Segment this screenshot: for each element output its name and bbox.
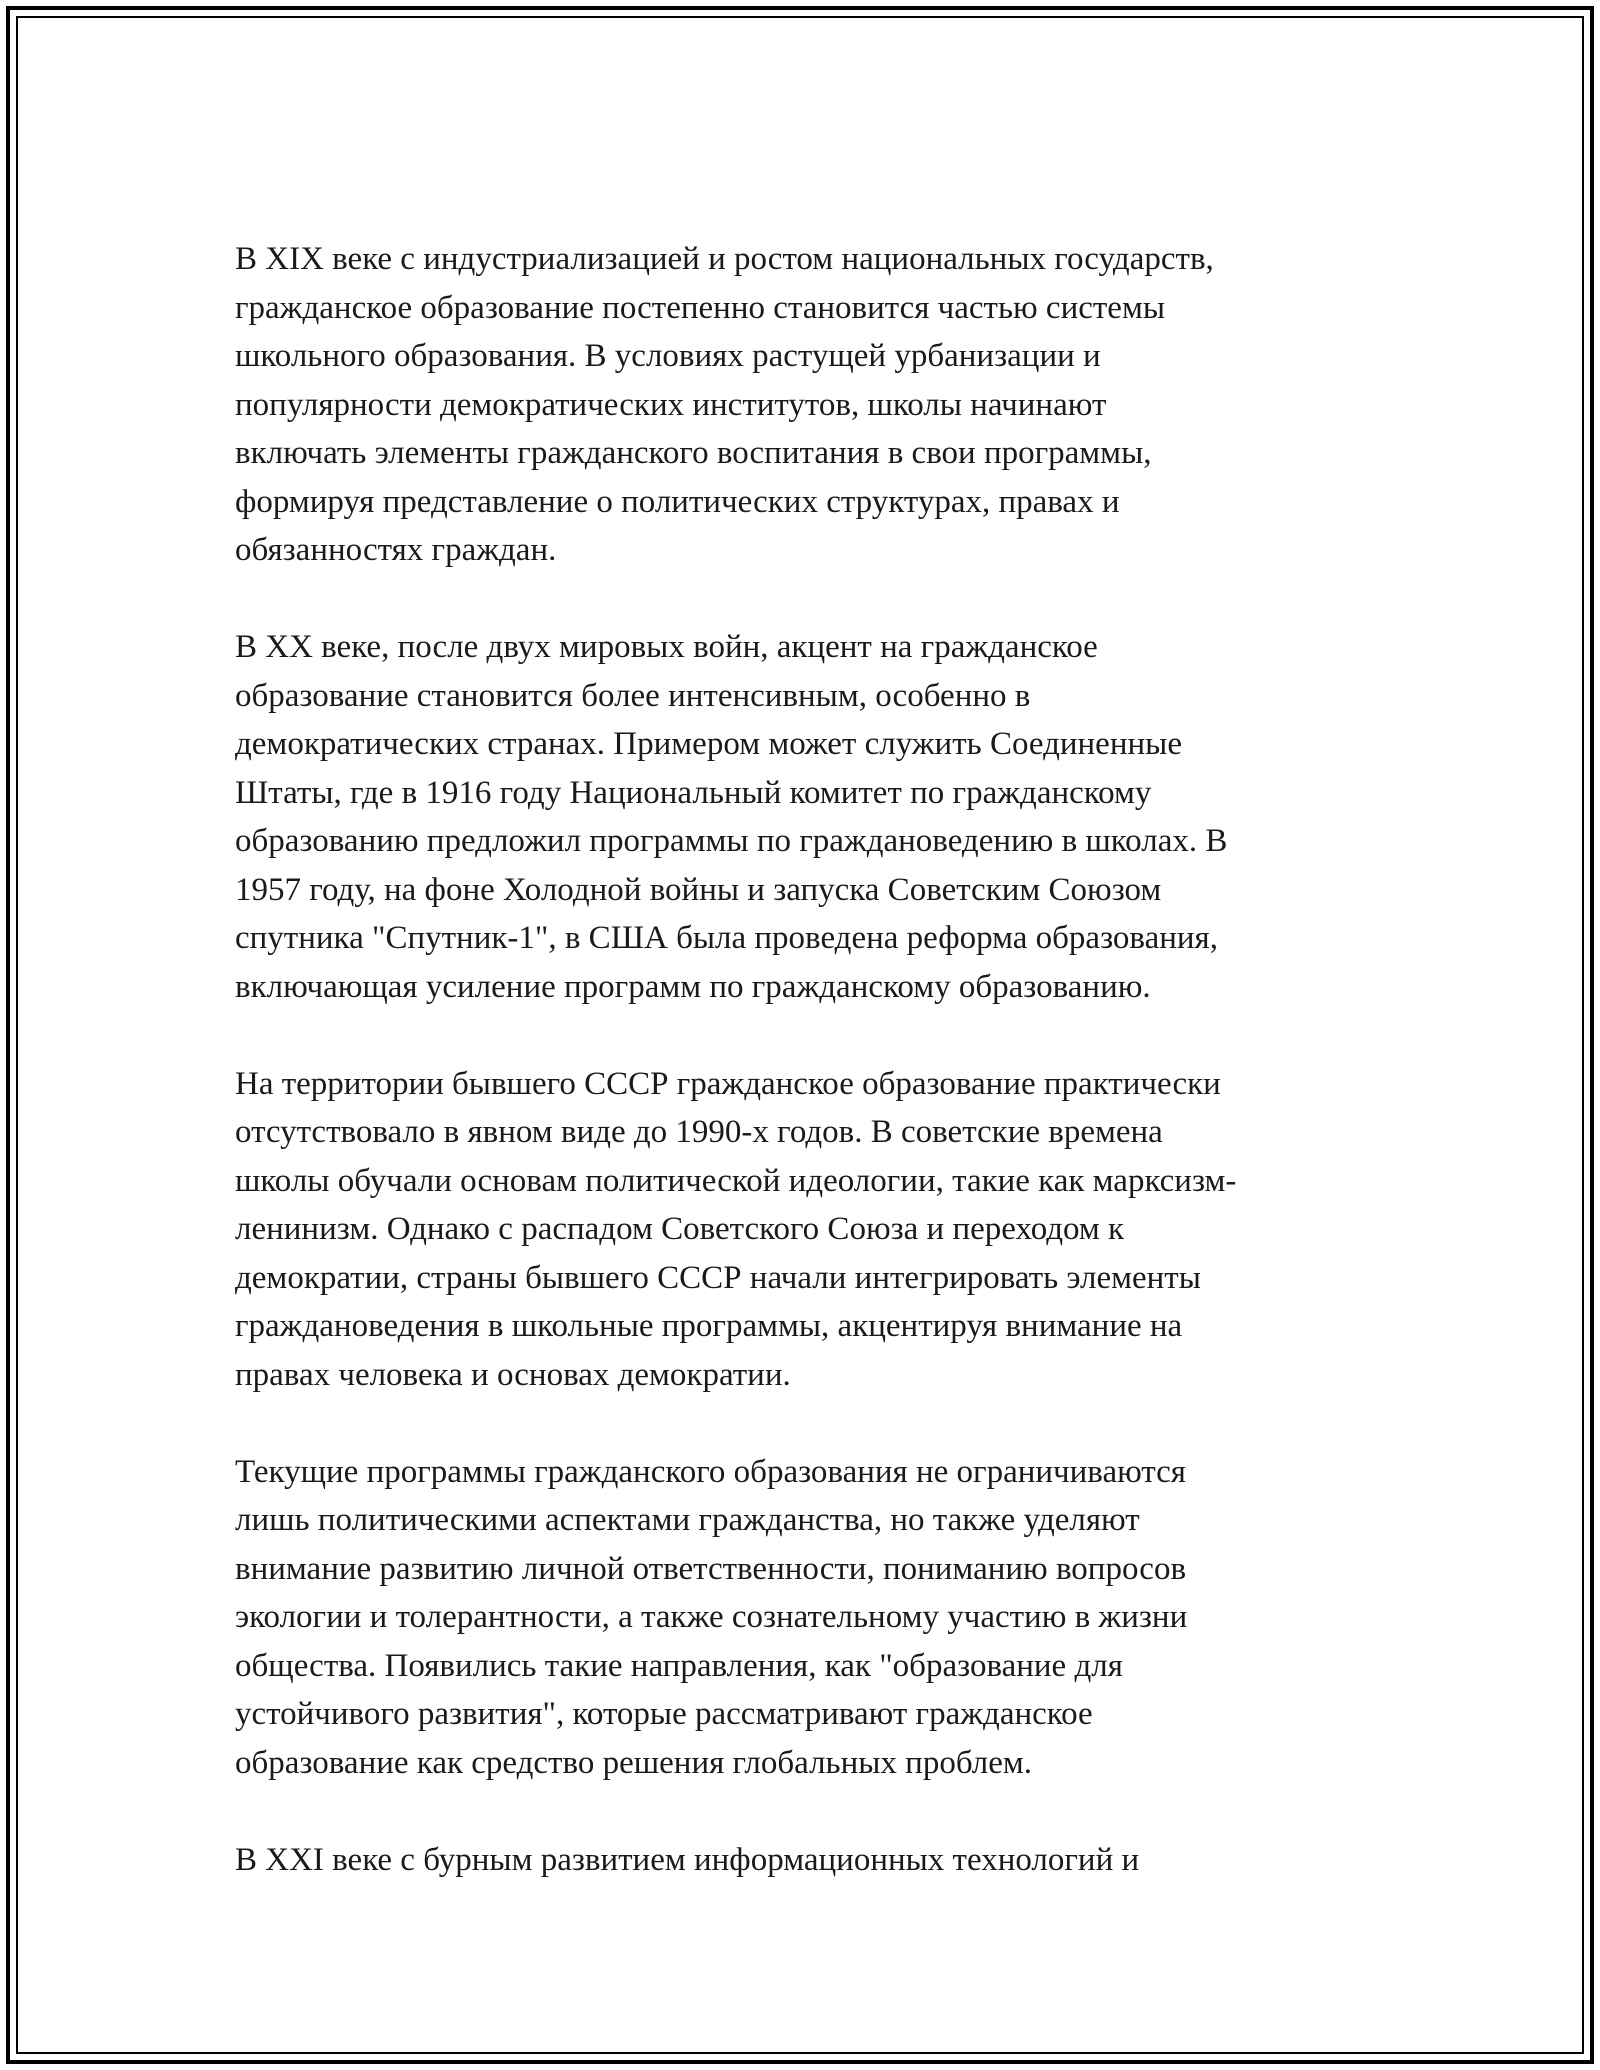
document-body: [235, 235, 1360, 1884]
paragraph-current-programs: Текущие программы гражданского образования не ограничиваются лишь политическими аспектами гражданства, но также уделяют внимание развитию личной ответственности, пониманию вопросов экологии и толерантности, а также сознательному участию в жизни общества. Появились такие направления, как "образование для устойчивого развития", которые рассматривают гражданское образование как средство решения глобальных проблем.: [235, 1453, 1188, 1781]
paragraph-xxi-century: В XXI веке с бурным развитием информационных технологий и: [235, 1841, 1140, 1878]
paragraph-xx-century: В XX веке, после двух мировых войн, акцент на гражданское образование становится более интенсивным, особенно в демократических странах. Примером может служить Соединенные Штаты, где в 1916 году Национальный комитет по гражданскому образованию предложил программы по граждановедению в школах. В 1957 году, на фоне Холодной войны и запуска Советским Союзом спутника "Спутник-1", в США была проведена реформа образования, включающая усиление программ по гражданскому образованию.: [235, 629, 1228, 1005]
paragraph-ussr: На территории бывшего СССР гражданское образование практически отсутствовало в явном виде до 1990-х годов. В советские времена школы обучали основам политической идеологии, такие как марксизм- ленинизм. Однако с распадом Советского Союза и переходом к демократии, страны бывшего СССР начали интегрировать элементы граждановедения в школьные программы, акцентируя внимание на правах человека и основах демократии.: [235, 1065, 1237, 1393]
paragraph-xix-century: В XIX веке с индустриализацией и ростом национальных государств, гражданское образование постепенно становится частью системы школьного образования. В условиях растущей урбанизации и популярности демократических институтов, школы начинают включать элементы гражданского воспитания в свои программы, формируя представление о политических структурах, правах и обязанностях граждан.: [235, 241, 1214, 568]
